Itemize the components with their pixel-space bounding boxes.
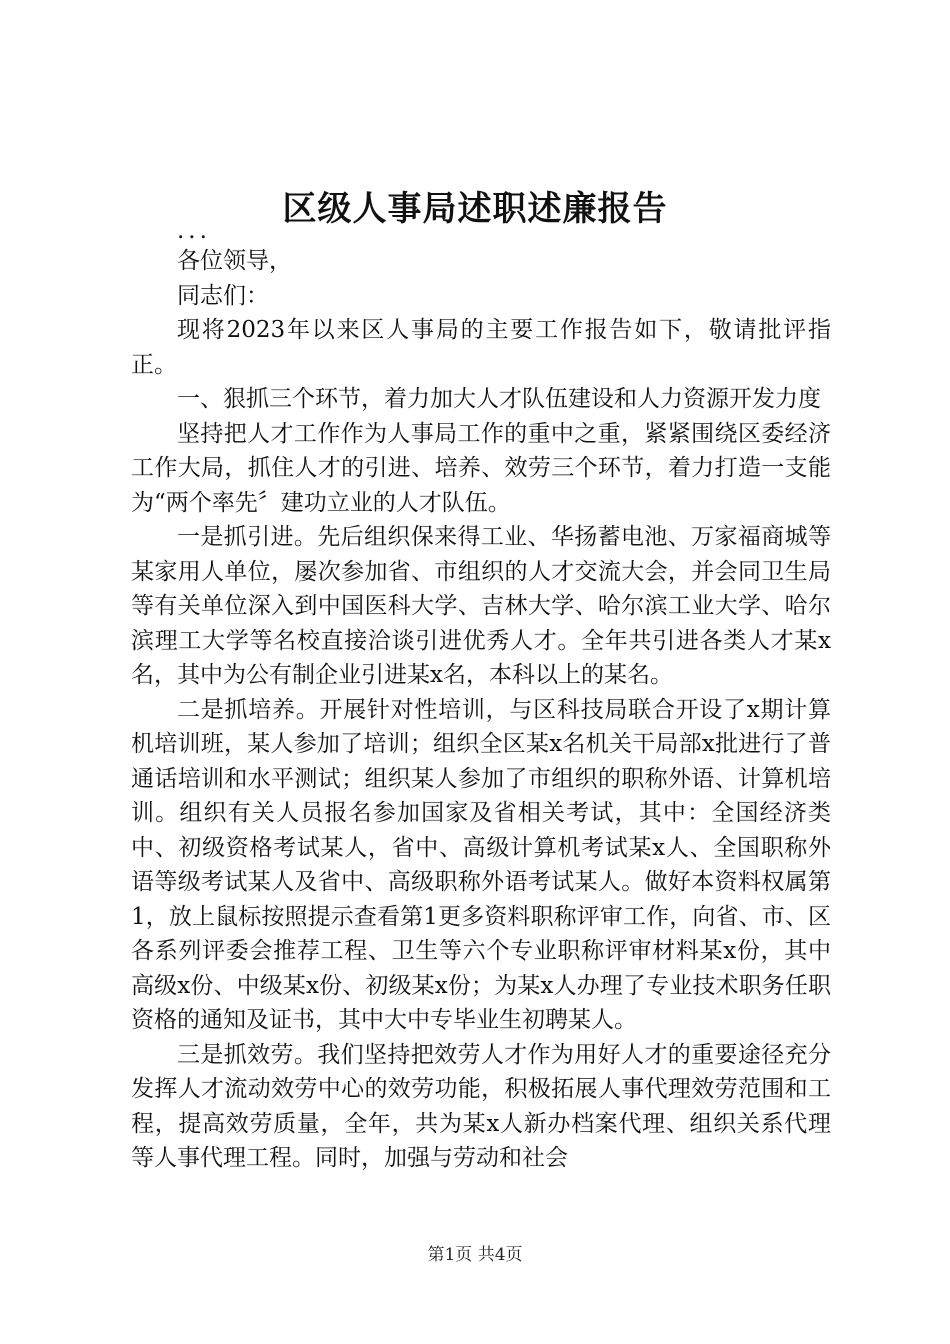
body-paragraph-service: 三是抓效劳。我们坚持把效劳人才作为用好人才的重要途径充分发挥人才流动效劳中心的效劳功能，积极拓展人事代理效劳范围和工程，提高效劳质量，全年，共为某x人新办档案代理、组织关系代理等人事代理工程。同时，加强与劳动和社会 xyxy=(131,1041,831,1171)
salutation-leaders: 各位领导， xyxy=(177,248,292,274)
document-title: 区级人事局述职述廉报告 xyxy=(282,189,668,229)
body-paragraph-training: 二是抓培养。开展针对性培训，与区科技局联合开设了x期计算机培训班，某人参加了培训；组织全区某x名机关干局部x批进行了普通话培训和水平测试；组织某人参加了市组织的职称外语、计算机培训。组织有关人员报名参加国家及省相关考试，其中：全国经济类中、初级资格考试某人，省中、高级计算机考试某x人、全国职称外语等级考试某人及省中、高级职称外语考试某人。做好本资料权属第1，放上鼠标按照提示查看第1更多资料职称评审工作，向省、市、区各系列评委会推荐工程、卫生等六个专业职称评审材料某x份，其中高级x份、中级某x份、初级某x份；为某x人办理了专业技术职务任职资格的通知及证书，其中大中专毕业生初聘某人。 xyxy=(131,696,831,1033)
section-heading-1: 一、狠抓三个环节，着力加大人才队伍建设和人力资源开发力度 xyxy=(177,386,821,412)
salutation-comrades: 同志们： xyxy=(177,282,269,309)
body-paragraph: 坚持把人才工作作为人事局工作的重中之重，紧紧围绕区委经济工作大局，抓住人才的引进、培养、效劳三个环节，着力打造一支能为“两个率先〞建功立业的人才队伍。 xyxy=(131,420,831,516)
document-body xyxy=(131,218,831,1176)
page-number: 第1页 共4页 xyxy=(427,1245,523,1265)
intro-paragraph: 现将2023年以来区人事局的主要工作报告如下，敬请批评指正。 xyxy=(131,317,831,378)
ellipsis-line: ... xyxy=(177,218,211,244)
body-paragraph-introduction: 一是抓引进。先后组织保来得工业、华扬蓄电池、万家福商城等某家用人单位，屡次参加省、市组织的人才交流大会，并会同卫生局等有关单位深入到中国医科大学、吉林大学、哈尔滨工业大学、哈尔滨理工大学等名校直接洽谈引进优秀人才。全年共引进各类人才某x名，其中为公有制企业引进某x名，本科以上的某名。 xyxy=(131,524,831,688)
